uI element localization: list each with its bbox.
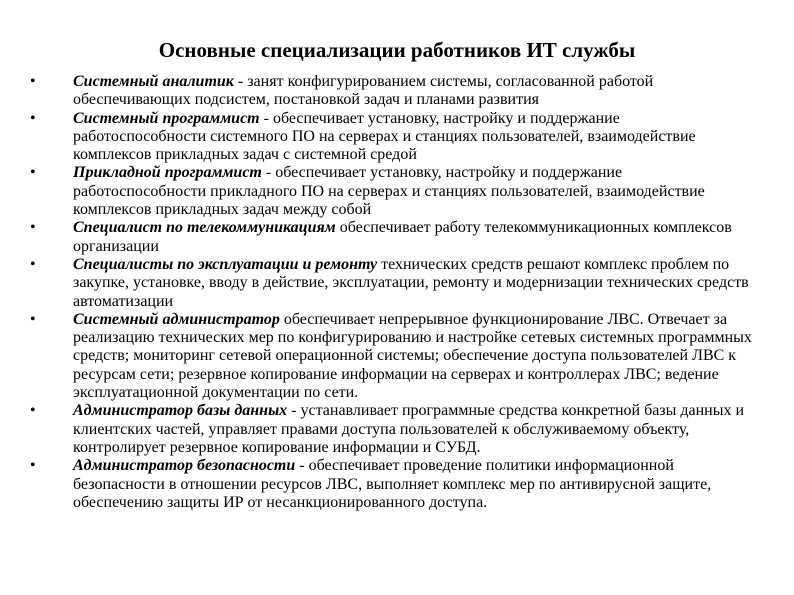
list-item [30, 402, 755, 457]
item-text: - обеспечивает проведение политики информационной безопасности в отношении ресурсов ЛВС, выполняет комплекс мер по антивирусной защите, обеспечению защиты ИР от несанкционированного доступа. [73, 457, 712, 511]
item-text: обеспечивает непрерывное функционирование ЛВС. Отвечает за реализацию технических мер по конфигурированию и настройке сетевых системных программных средств; мониторинг сетевой операционной системы; обеспечение доступа пользователей ЛВС к ресурсам сети; резервное копирование информации на серверах и контроллерах ЛВС; ведение эксплуатационной документации по сети. [73, 310, 752, 402]
item-text: обеспечивает работу телекоммуникационных комплексов организации [73, 219, 732, 255]
list-item [30, 110, 755, 165]
item-term: Системный аналитик [73, 73, 234, 90]
list-item [30, 219, 755, 256]
item-term: Прикладной программист [73, 164, 262, 182]
item-text: - занят конфигурированием системы, согласованной работой обеспечивающих подсистем, постановкой задач и планами развития [73, 73, 654, 109]
item-text: - обеспечивает установку, настройку и поддержание работоспособности системного ПО на серверах и станциях пользователей, взаимодействие комплексов прикладных задач с системной средой [73, 109, 696, 164]
item-term: Специалист по телекоммуникациям [73, 219, 336, 237]
bullet-icon: • [30, 164, 36, 182]
list-item [30, 256, 755, 311]
specializations-list [30, 73, 755, 512]
list-item [30, 73, 755, 110]
list-item [30, 457, 755, 512]
item-text: технических средств решают комплекс проблем по закупке, установке, вводу в действие, эксплуатации, ремонту и модернизации технических средств автоматизации [73, 255, 749, 310]
item-term: Специалисты по эксплуатации и ремонту [73, 255, 378, 273]
list-item [30, 311, 755, 402]
bullet-icon: • [30, 457, 36, 475]
item-term: Администратор безопасности [73, 457, 296, 475]
item-term: Администратор базы данных [73, 402, 288, 420]
item-text: - обеспечивает установку, настройку и поддержание работоспособности прикладного ПО на серверах и станциях пользователей, взаимодействие комплексов прикладных задач между собой [73, 164, 705, 219]
bullet-icon: • [30, 73, 36, 90]
bullet-icon: • [30, 310, 36, 328]
bullet-icon: • [30, 255, 36, 273]
item-text: - устанавливает программные средства конкретной базы данных и клиентских частей, управляет правами доступа пользователей к обслуживаемому объекту, контролирует резервное копирование информации и СУБД. [73, 402, 745, 456]
list-item [30, 164, 755, 219]
item-term: Системный администратор [73, 310, 280, 328]
bullet-icon: • [30, 219, 36, 237]
slide-title: Основные специализации работников ИТ службы [158, 38, 636, 62]
bullet-icon: • [30, 402, 36, 420]
item-term: Системный программист [73, 109, 260, 127]
bullet-icon: • [30, 109, 36, 127]
